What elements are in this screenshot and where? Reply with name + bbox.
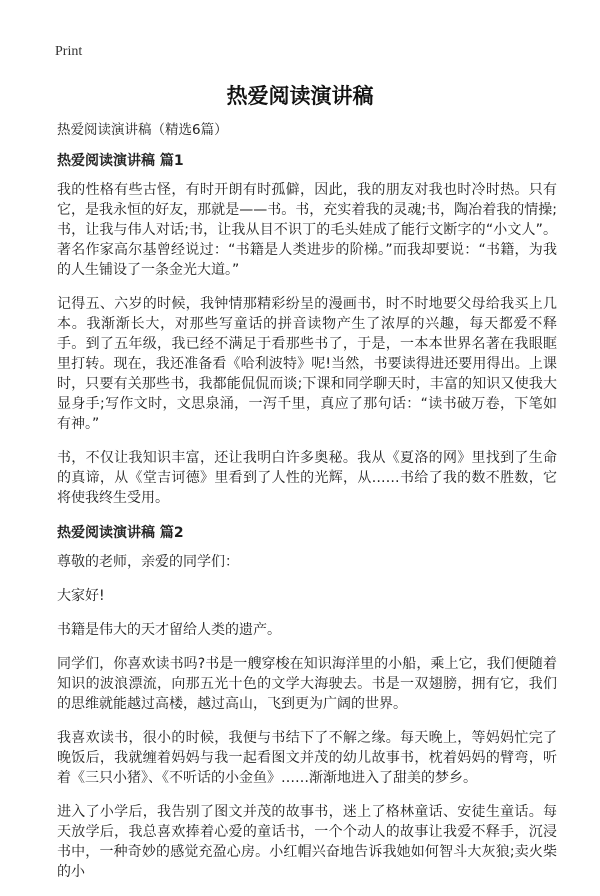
paragraph: 同学们，你喜欢读书吗?书是一艘穿梭在知识海洋里的小船，乘上它，我们便随着知识的波浪漂流，向那五光十色的文学大海驶去。书是一双翅膀，拥有它，我们的思维就能越过高楼，越过高山，飞到更为广阔的世界。 (57, 656, 557, 712)
paragraph: 书籍是伟大的天才留给人类的遗产。 (57, 622, 281, 638)
paragraph-hello: 大家好! (57, 588, 105, 604)
section-2 (57, 522, 557, 882)
paragraph-greeting: 尊敬的老师，亲爱的同学们： (57, 554, 239, 570)
section-heading: 热爱阅读演讲稿 篇1 (57, 153, 184, 169)
section-1 (57, 150, 557, 508)
paragraph: 书，不仅让我知识丰富，还让我明白许多奥秘。我从《夏洛的网》里找到了生命的真谛，从《堂吉诃德》里看到了人性的光辉，从……书给了我的数不胜数，它将使我终生受用。 (57, 450, 557, 506)
section-heading: 热爱阅读演讲稿 篇2 (57, 525, 184, 541)
paragraph: 记得五、六岁的时候，我钟情那精彩纷呈的漫画书，时不时地要父母给我买上几本。我渐渐长大，对那些写童话的拼音读物产生了浓厚的兴趣，每天都爱不释手。到了五年级，我已经不满足于看那些书了，于是，一本本世界名著在我眼眶里打转。现在，我还准备看《哈利波特》呢!当然，书要读得进还要用得出。上课时，只要有关那些书，我都能侃侃而谈;下课和同学聊天时，丰富的知识又使我大显身手;写作文时，文思泉涌，一泻千里，真应了那句话：“读书破万卷，下笔如有神。” (57, 296, 557, 432)
document-body (57, 120, 557, 896)
document-subtitle: 热爱阅读演讲稿（精选6篇） (57, 122, 228, 138)
paragraph: 我喜欢读书，很小的时候，我便与书结下了不解之缘。每天晚上，等妈妈忙完了晚饭后，我就缠着妈妈与我一起看图文并茂的幼儿故事书，枕着妈妈的臂弯，听着《三只小猪》、《不听话的小金鱼》……渐渐地进入了甜美的梦乡。 (57, 730, 557, 786)
paragraph: 我的性格有些古怪，有时开朗有时孤僻，因此，我的朋友对我也时冷时热。只有它，是我永恒的好友，那就是——书。书，充实着我的灵魂;书，陶冶着我的情操;书，让我与伟人对话;书，让我从目不识丁的毛头娃成了能行文断字的“小文人”。著名作家高尔基曾经说过：“书籍是人类进步的阶梯。”而我却要说：“书籍，为我的人生铺设了一条金光大道。” (57, 182, 557, 278)
print-link[interactable]: Print (55, 44, 83, 59)
paragraph: 进入了小学后，我告别了图文并茂的故事书，迷上了格林童话、安徒生童话。每天放学后，我总喜欢捧着心爱的童话书，一个个动人的故事让我爱不释手，沉浸书中，一种奇妙的感觉充盈心房。小红帽兴奋地告诉我她如何智斗大灰狼;卖火柴的小 (57, 804, 557, 880)
document-title: 热爱阅读演讲稿 (226, 84, 374, 108)
